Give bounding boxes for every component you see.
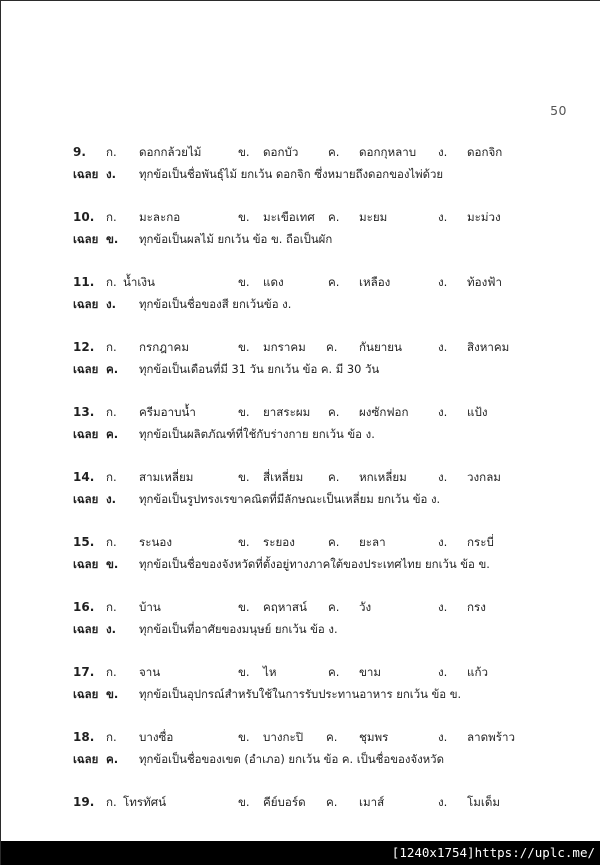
option-d-label: ง. xyxy=(438,340,448,354)
option-c-text: ชุมพร xyxy=(359,730,389,744)
option-d-label: ง. xyxy=(438,535,448,549)
option-a-text: มะละกอ xyxy=(139,210,181,224)
option-b-label: ข. xyxy=(238,600,250,614)
watermark-text: [1240x1754]https://uplc.me/ xyxy=(391,845,595,860)
option-d-label: ง. xyxy=(438,145,448,159)
question-number: 10. xyxy=(73,210,95,224)
option-b-text: คฤหาสน์ xyxy=(263,600,307,614)
option-c-label: ค. xyxy=(328,535,340,549)
answer-line xyxy=(1,683,600,705)
question-block xyxy=(1,596,600,661)
answer-letter: ง. xyxy=(106,167,117,181)
option-c-label: ค. xyxy=(328,275,340,289)
answer-explanation: ทุกข้อเป็นรูปทรงเรขาคณิตที่มีลักษณะเป็นเหลี่ยม ยกเว้น ข้อ ง. xyxy=(139,492,441,506)
answer-prefix: เฉลย xyxy=(73,687,99,701)
option-c-label: ค. xyxy=(326,730,338,744)
option-b-text: แดง xyxy=(263,275,284,289)
answer-letter: ข. xyxy=(106,557,119,571)
option-d-label: ง. xyxy=(438,730,448,744)
question-number: 11. xyxy=(73,275,95,289)
question-block xyxy=(1,336,600,401)
answer-explanation: ทุกข้อเป็นชื่อของสี ยกเว้นข้อ ง. xyxy=(139,297,292,311)
option-c-text: ยะลา xyxy=(359,535,386,549)
question-number: 13. xyxy=(73,405,95,419)
option-c-label: ค. xyxy=(328,665,340,679)
answer-letter: ค. xyxy=(106,427,119,441)
option-d-text: กรง xyxy=(467,600,486,614)
option-a-text: บางซื่อ xyxy=(139,730,174,744)
question-line xyxy=(1,466,600,488)
answer-explanation: ทุกข้อเป็นชื่อของเขต (อำเภอ) ยกเว้น ข้อ ค. เป็นชื่อของจังหวัด xyxy=(139,752,444,766)
watermark-bar xyxy=(1,841,600,865)
option-c-label: ค. xyxy=(328,405,340,419)
option-b-text: มกราคม xyxy=(263,340,306,354)
question-block xyxy=(1,726,600,791)
option-c-label: ค. xyxy=(328,600,340,614)
option-b-text: ดอกบัว xyxy=(263,145,299,159)
question-block xyxy=(1,661,600,726)
option-a-label: ก. xyxy=(106,340,117,354)
question-line xyxy=(1,791,600,813)
option-c-text: ผงซักฟอก xyxy=(359,405,409,419)
answer-prefix: เฉลย xyxy=(73,427,99,441)
answer-prefix: เฉลย xyxy=(73,297,99,311)
option-b-text: มะเขือเทศ xyxy=(263,210,315,224)
option-d-label: ง. xyxy=(438,795,448,809)
answer-prefix: เฉลย xyxy=(73,362,99,376)
option-b-label: ข. xyxy=(238,665,250,679)
option-c-label: ค. xyxy=(326,795,338,809)
question-number: 17. xyxy=(73,665,95,679)
answer-explanation: ทุกข้อเป็นผลิตภัณฑ์ที่ใช้กับร่างกาย ยกเว้น ข้อ ง. xyxy=(139,427,375,441)
question-number: 19. xyxy=(73,795,95,809)
answer-explanation: ทุกข้อเป็นผลไม้ ยกเว้น ข้อ ข. ถือเป็นผัก xyxy=(139,232,333,246)
option-b-text: คีย์บอร์ด xyxy=(263,795,306,809)
option-b-text: บางกะปิ xyxy=(263,730,304,744)
answer-letter: ข. xyxy=(106,687,119,701)
question-block xyxy=(1,271,600,336)
answer-line xyxy=(1,618,600,640)
option-a-label: ก. xyxy=(106,730,117,744)
answer-letter: ง. xyxy=(106,492,117,506)
option-b-label: ข. xyxy=(238,535,250,549)
question-block xyxy=(1,401,600,466)
option-d-text: มะม่วง xyxy=(467,210,501,224)
answer-line xyxy=(1,293,600,315)
option-d-text: สิงหาคม xyxy=(467,340,510,354)
answer-line xyxy=(1,423,600,445)
option-a-label: ก. xyxy=(106,795,117,809)
question-number: 12. xyxy=(73,340,95,354)
question-number: 14. xyxy=(73,470,95,484)
option-d-text: แก้ว xyxy=(467,665,489,679)
answer-prefix: เฉลย xyxy=(73,232,99,246)
option-a-label: ก. xyxy=(106,470,117,484)
answer-letter: ง. xyxy=(106,622,117,636)
option-c-label: ค. xyxy=(326,340,338,354)
question-line xyxy=(1,336,600,358)
question-number: 16. xyxy=(73,600,95,614)
answer-line xyxy=(1,163,600,185)
answer-line xyxy=(1,553,600,575)
option-b-label: ข. xyxy=(238,470,250,484)
option-c-text: มะยม xyxy=(359,210,388,224)
option-b-label: ข. xyxy=(238,405,250,419)
option-c-text: วัง xyxy=(359,600,372,614)
answer-letter: ค. xyxy=(106,362,119,376)
option-b-label: ข. xyxy=(238,340,250,354)
answer-prefix: เฉลย xyxy=(73,492,99,506)
answer-letter: ง. xyxy=(106,297,117,311)
option-d-text: โมเด็ม xyxy=(467,795,501,809)
option-a-text: โทรทัศน์ xyxy=(123,795,167,809)
question-number: 15. xyxy=(73,535,95,549)
option-d-label: ง. xyxy=(438,470,448,484)
answer-prefix: เฉลย xyxy=(73,167,99,181)
option-a-label: ก. xyxy=(106,665,117,679)
option-d-text: ลาดพร้าว xyxy=(467,730,516,744)
question-line xyxy=(1,531,600,553)
answer-explanation: ทุกข้อเป็นชื่อของจังหวัดที่ตั้งอยู่ทางภาคใต้ของประเทศไทย ยกเว้น ข้อ ข. xyxy=(139,557,490,571)
question-line xyxy=(1,596,600,618)
option-c-text: ขาม xyxy=(359,665,382,679)
question-line xyxy=(1,271,600,293)
question-number: 18. xyxy=(73,730,95,744)
answer-explanation: ทุกข้อเป็นชื่อพันธุ์ไม้ ยกเว้น ดอกจิก ซึ่งหมายถึงดอกของไพ่ด้วย xyxy=(139,167,444,181)
option-b-label: ข. xyxy=(238,275,250,289)
option-d-text: ท้องฟ้า xyxy=(467,275,502,289)
answer-prefix: เฉลย xyxy=(73,557,99,571)
answer-line xyxy=(1,358,600,380)
option-b-text: ยาสระผม xyxy=(263,405,311,419)
option-d-text: กระบี่ xyxy=(467,535,494,549)
answer-letter: ข. xyxy=(106,232,119,246)
answer-prefix: เฉลย xyxy=(73,752,99,766)
answer-line xyxy=(1,748,600,770)
option-b-text: ระยอง xyxy=(263,535,295,549)
answer-explanation: ทุกข้อเป็นอุปกรณ์สำหรับใช้ในการรับประทานอาหาร ยกเว้น ข้อ ข. xyxy=(139,687,462,701)
option-d-text: แป้ง xyxy=(467,405,488,419)
option-d-label: ง. xyxy=(438,665,448,679)
question-number: 9. xyxy=(73,145,86,159)
question-line xyxy=(1,206,600,228)
option-c-label: ค. xyxy=(328,210,340,224)
answer-explanation: ทุกข้อเป็นที่อาศัยของมนุษย์ ยกเว้น ข้อ ง. xyxy=(139,622,338,636)
answer-prefix: เฉลย xyxy=(73,622,99,636)
option-d-label: ง. xyxy=(438,405,448,419)
option-a-label: ก. xyxy=(106,145,117,159)
option-a-label: ก. xyxy=(106,275,117,289)
question-block xyxy=(1,466,600,531)
answer-line xyxy=(1,488,600,510)
option-a-text: น้ำเงิน xyxy=(123,275,155,289)
answer-letter: ค. xyxy=(106,752,119,766)
option-a-text: บ้าน xyxy=(139,600,161,614)
option-c-label: ค. xyxy=(328,470,340,484)
answer-line xyxy=(1,228,600,250)
option-a-text: ครีมอาบน้ำ xyxy=(139,405,196,419)
option-b-text: สี่เหลี่ยม xyxy=(263,470,304,484)
option-a-text: จาน xyxy=(139,665,161,679)
question-line xyxy=(1,726,600,748)
option-b-label: ข. xyxy=(238,795,250,809)
page-number: 50 xyxy=(550,103,567,118)
question-line xyxy=(1,141,600,163)
option-b-label: ข. xyxy=(238,210,250,224)
option-c-label: ค. xyxy=(328,145,340,159)
option-d-label: ง. xyxy=(438,210,448,224)
option-a-text: ดอกกล้วยไม้ xyxy=(139,145,202,159)
option-a-label: ก. xyxy=(106,600,117,614)
option-a-label: ก. xyxy=(106,535,117,549)
option-a-label: ก. xyxy=(106,405,117,419)
option-c-text: เมาส์ xyxy=(359,795,385,809)
option-d-label: ง. xyxy=(438,275,448,289)
option-c-text: หกเหลี่ยม xyxy=(359,470,407,484)
answer-explanation: ทุกข้อเป็นเดือนที่มี 31 วัน ยกเว้น ข้อ ค. มี 30 วัน xyxy=(139,362,380,376)
option-a-text: ระนอง xyxy=(139,535,173,549)
question-line xyxy=(1,401,600,423)
option-c-text: เหลือง xyxy=(359,275,391,289)
option-a-text: กรกฎาคม xyxy=(139,340,189,354)
question-block xyxy=(1,141,600,206)
option-b-label: ข. xyxy=(238,145,250,159)
option-d-label: ง. xyxy=(438,600,448,614)
option-c-text: กันยายน xyxy=(359,340,402,354)
option-d-text: วงกลม xyxy=(467,470,501,484)
question-list xyxy=(1,141,600,856)
option-b-text: ไห xyxy=(263,665,277,679)
option-a-text: สามเหลี่ยม xyxy=(139,470,194,484)
question-block xyxy=(1,206,600,271)
question-block xyxy=(1,531,600,596)
option-a-label: ก. xyxy=(106,210,117,224)
option-d-text: ดอกจิก xyxy=(467,145,503,159)
question-line xyxy=(1,661,600,683)
option-b-label: ข. xyxy=(238,730,250,744)
option-c-text: ดอกกุหลาบ xyxy=(359,145,417,159)
